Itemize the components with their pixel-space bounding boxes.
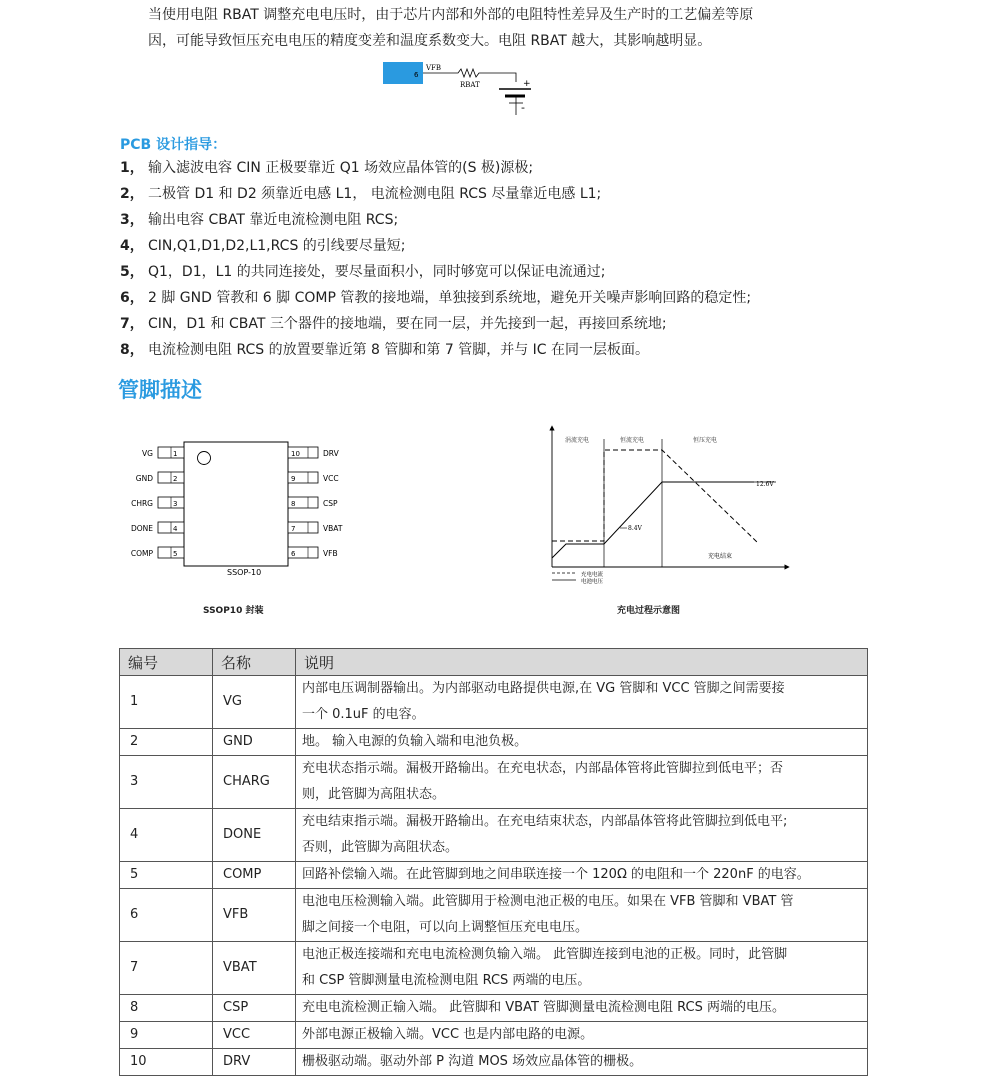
pcb-guide-item-number: 3， — [120, 212, 144, 228]
pin-name: GND — [135, 474, 153, 483]
pin-name-cell: VBAT — [213, 942, 296, 995]
pin-description-cell — [296, 756, 868, 809]
description-line: 内部电压调制器输出。为内部驱动电路提供电源,在 VG 管脚和 VCC 管脚之间需要接 — [302, 681, 785, 696]
pcb-guide-item — [120, 259, 751, 285]
description-line: 否则，此管脚为高阻状态。 — [302, 840, 459, 855]
table-row — [120, 1022, 868, 1049]
description-line: 一个 0.1uF 的电容。 — [302, 707, 425, 722]
chip-pin-number: 6 — [414, 71, 419, 79]
table-row — [120, 995, 868, 1022]
pin-name-cell: CSP — [213, 995, 296, 1022]
pin-description-cell — [296, 729, 868, 756]
pin-name: CSP — [323, 499, 338, 508]
pcb-guide-item-number: 4， — [120, 238, 144, 254]
pin-number-cell: 1 — [120, 676, 213, 729]
pin-description-cell — [296, 809, 868, 862]
pcb-guide-item-text: CIN,Q1,D1,D2,L1,RCS 的引线要尽量短; — [148, 238, 406, 254]
pin-description-cell — [296, 1049, 868, 1076]
table-row — [120, 756, 868, 809]
table-row — [120, 942, 868, 995]
rbat-label: RBAT — [460, 81, 480, 89]
pin-description-title: 管脚描述 — [118, 378, 202, 402]
intro-line: 因，可能导致恒压充电电压的精度变差和温度系数变大。电阻 RBAT 越大，其影响越明显。 — [148, 33, 712, 49]
pin-name: VFB — [323, 549, 338, 558]
pin-description-cell — [296, 889, 868, 942]
table-header-row — [120, 649, 868, 676]
charge-current-curve — [552, 450, 757, 542]
phase-label-trickle: 涓流充电 — [565, 437, 590, 444]
phase-label-cc: 恒流充电 — [620, 437, 645, 444]
table-row — [120, 889, 868, 942]
pcb-guide-item-number: 1， — [120, 160, 144, 176]
description-line: 则，此管脚为高阻状态。 — [302, 787, 446, 802]
pcb-guide-item — [120, 233, 751, 259]
pin-name: DRV — [323, 449, 339, 458]
rbat-schematic — [380, 58, 560, 120]
pin-number-cell: 8 — [120, 995, 213, 1022]
pcb-guide-item-text: Q1，D1，L1 的共同连接处，要尽量面积小，同时够宽可以保证电流通过; — [148, 264, 606, 280]
pin-number: 7 — [291, 525, 296, 533]
pcb-guide-list — [120, 155, 751, 363]
header-name: 名称 — [213, 649, 296, 676]
pin-name: VG — [142, 449, 153, 458]
pin1-marker — [198, 452, 211, 465]
pcb-guide-item-number: 6， — [120, 290, 144, 306]
charge-chart-caption: 充电过程示意图 — [617, 606, 681, 616]
pcb-guide-item — [120, 181, 751, 207]
pcb-guide-title: PCB 设计指导： — [120, 137, 227, 153]
pcb-guide-item-number: 5， — [120, 264, 144, 280]
pin-name: VCC — [323, 474, 339, 483]
header-number: 编号 — [120, 649, 213, 676]
pcb-guide-item — [120, 285, 751, 311]
battery-voltage-curve — [552, 482, 754, 558]
charge-end-label: 充电结束 — [708, 553, 733, 560]
intro-paragraph — [148, 2, 868, 54]
pcb-guide-item-text: 输出电容 CBAT 靠近电流检测电阻 RCS; — [148, 212, 399, 228]
pin-number: 9 — [291, 475, 296, 483]
pin-name-cell: COMP — [213, 862, 296, 889]
header-description: 说明 — [296, 649, 868, 676]
table-row — [120, 862, 868, 889]
voltage-label-low: 8.4V — [628, 525, 642, 532]
table-row — [120, 729, 868, 756]
phase-label-cv: 恒压充电 — [693, 437, 718, 444]
description-line: 充电电流检测正输入端。 此管脚和 VBAT 管脚测量电流检测电阻 RCS 两端的电压。 — [302, 1000, 786, 1015]
pin-name: CHRG — [131, 499, 153, 508]
pin-description-table — [119, 648, 868, 1076]
pin-number: 6 — [291, 550, 296, 558]
description-line: 充电结束指示端。漏极开路输出。在充电结束状态，内部晶体管将此管脚拉到低电平; — [302, 814, 788, 829]
pin-number: 8 — [291, 500, 296, 508]
pin-number-cell: 4 — [120, 809, 213, 862]
pcb-guide-item-number: 8， — [120, 342, 144, 358]
pcb-guide-item-number: 7， — [120, 316, 144, 332]
pcb-guide-item-text: 2 脚 GND 管教和 6 脚 COMP 管教的接地端，单独接到系统地，避免开关噪声影响回路的稳定性; — [148, 290, 752, 306]
battery-minus: - — [521, 101, 525, 114]
pin-number-cell: 10 — [120, 1049, 213, 1076]
table-row — [120, 809, 868, 862]
table-row — [120, 1049, 868, 1076]
description-line: 回路补偿输入端。在此管脚到地之间串联连接一个 120Ω 的电阻和一个 220nF 的电容。 — [302, 867, 810, 882]
pcb-guide-item — [120, 207, 751, 233]
pin-name: VBAT — [323, 524, 343, 533]
pin-name-cell: DRV — [213, 1049, 296, 1076]
pcb-guide-item — [120, 311, 751, 337]
pin-description-cell — [296, 676, 868, 729]
pin-number-cell: 7 — [120, 942, 213, 995]
charge-process-chart — [538, 425, 800, 593]
pin-number-cell: 3 — [120, 756, 213, 809]
pcb-guide-item-text: CIN，D1 和 CBAT 三个器件的接地端，要在同一层，并先接到一起，再接回系统地; — [148, 316, 667, 332]
description-line: 栅极驱动端。驱动外部 P 沟道 MOS 场效应晶体管的栅极。 — [302, 1054, 643, 1069]
description-line: 外部电源正极输入端。VCC 也是内部电路的电源。 — [302, 1027, 594, 1042]
pin-description-cell — [296, 862, 868, 889]
pin-number-cell: 5 — [120, 862, 213, 889]
legend-current-label: 充电电流 — [581, 572, 604, 578]
pin-name: DONE — [130, 524, 153, 533]
pcb-guide-item — [120, 155, 751, 181]
pin-number: 5 — [173, 550, 178, 558]
pin-number-cell: 2 — [120, 729, 213, 756]
pcb-guide-item — [120, 337, 751, 363]
pin-number: 1 — [173, 450, 178, 458]
description-line: 电池正极连接端和充电电流检测负输入端。 此管脚连接到电池的正极。同时，此管脚 — [302, 947, 788, 962]
package-caption: SSOP10 封装 — [203, 606, 264, 616]
pcb-guide-item-text: 输入滤波电容 CIN 正极要靠近 Q1 场效应晶体管的(S 极)源极; — [148, 160, 534, 176]
pcb-guide-item-text: 二极管 D1 和 D2 须靠近电感 L1， 电流检测电阻 RCS 尽量靠近电感 L1; — [148, 186, 602, 202]
ssop10-package-diagram — [118, 440, 358, 582]
pin-description-cell — [296, 995, 868, 1022]
pin-number: 3 — [173, 500, 178, 508]
pin-number: 4 — [173, 525, 178, 533]
pcb-guide-item-number: 2， — [120, 186, 144, 202]
description-line: 脚之间接一个电阻，可以向上调整恒压充电电压。 — [302, 920, 589, 935]
pin-number-cell: 6 — [120, 889, 213, 942]
pin-description-cell — [296, 942, 868, 995]
pin-number: 10 — [291, 450, 300, 458]
description-line: 和 CSP 管脚测量电流检测电阻 RCS 两端的电压。 — [302, 973, 591, 988]
description-line: 充电状态指示端。漏极开路输出。在充电状态，内部晶体管将此管脚拉到低电平；否 — [302, 761, 784, 776]
battery-plus: + — [523, 79, 531, 89]
intro-line: 当使用电阻 RBAT 调整充电电压时，由于芯片内部和外部的电阻特性差异及生产时的工艺偏差等原 — [148, 7, 754, 23]
table-row — [120, 676, 868, 729]
pin-name: COMP — [130, 549, 153, 558]
pcb-guide-item-text: 电流检测电阻 RCS 的放置要靠近第 8 管脚和第 7 管脚，并与 IC 在同一层板面。 — [148, 342, 650, 358]
vfb-label: VFB — [426, 64, 442, 72]
description-line: 电池电压检测输入端。此管脚用于检测电池正极的电压。如果在 VFB 管脚和 VBAT 管 — [302, 894, 794, 909]
package-label: SSOP-10 — [227, 568, 262, 577]
pin-name-cell: VG — [213, 676, 296, 729]
pin-name-cell: GND — [213, 729, 296, 756]
pin-description-cell — [296, 1022, 868, 1049]
pin-name-cell: VFB — [213, 889, 296, 942]
pin-number-cell: 9 — [120, 1022, 213, 1049]
pin-name-cell: CHARG — [213, 756, 296, 809]
voltage-label-high: 12.6V — [756, 481, 774, 488]
pin-name-cell: DONE — [213, 809, 296, 862]
description-line: 地。 输入电源的负输入端和电池负极。 — [302, 734, 528, 749]
pin-number: 2 — [173, 475, 178, 483]
legend-voltage-label: 电池电压 — [581, 579, 604, 585]
pin-name-cell: VCC — [213, 1022, 296, 1049]
